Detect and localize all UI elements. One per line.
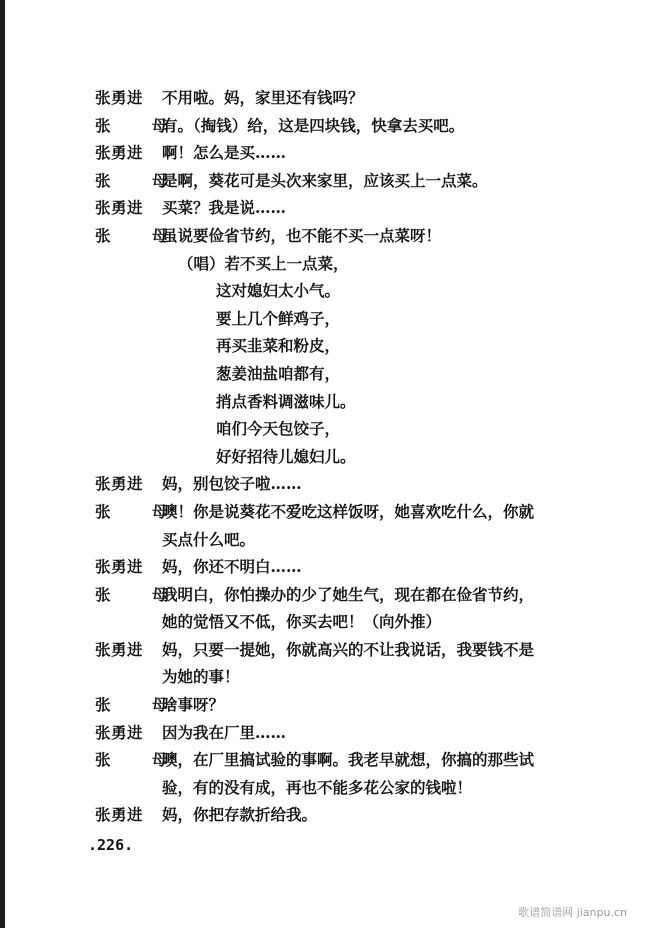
dialogue-line	[0, 719, 655, 747]
dialogue-text: 买点什么吧。	[162, 529, 256, 549]
song-text: 好好招待儿媳妇儿。	[216, 446, 356, 466]
dialogue-text: 是啊，葵花可是头次来家里，应该买上一点菜。	[162, 170, 488, 190]
speaker-name: 张 母	[95, 501, 181, 521]
dialogue-text: 啊！怎么是买……	[162, 143, 287, 163]
dialogue-continuation	[0, 526, 655, 554]
song-text: 捎点香料调滋味儿。	[216, 391, 356, 411]
dialogue-continuation	[0, 663, 655, 691]
dialogue-line	[0, 84, 655, 112]
dialogue-line	[0, 470, 655, 498]
song-text: 要上几个鲜鸡子，	[216, 308, 341, 328]
dialogue-line	[0, 801, 655, 829]
page-number: .226.	[88, 836, 134, 854]
speaker-name: 张勇进	[95, 143, 144, 163]
speaker-name: 张 母	[95, 225, 181, 245]
song-line	[0, 250, 655, 278]
speaker-name: 张勇进	[95, 557, 144, 577]
dialogue-text: 验，有的没有成，再也不能多花公家的钱啦！	[162, 777, 473, 797]
dialogue-continuation	[0, 608, 655, 636]
dialogue-continuation	[0, 774, 655, 802]
dialogue-line	[0, 222, 655, 250]
dialogue-line	[0, 691, 655, 719]
dialogue-line	[0, 636, 655, 664]
script-body	[0, 84, 655, 829]
speaker-name: 张 母	[95, 170, 181, 190]
dialogue-line	[0, 139, 655, 167]
dialogue-text: 妈，你还不明白……	[162, 557, 302, 577]
dialogue-line	[0, 553, 655, 581]
dialogue-text: 虽说要俭省节约，也不能不买一点菜呀！	[162, 225, 442, 245]
dialogue-text: 她的觉悟又不低，你买去吧！（向外推）	[162, 612, 442, 632]
song-line	[0, 415, 655, 443]
song-line	[0, 332, 655, 360]
song-line	[0, 443, 655, 471]
speaker-name: 张 母	[95, 584, 181, 604]
speaker-name: 张勇进	[95, 639, 144, 659]
song-text: （唱）若不买上一点菜，	[178, 253, 349, 273]
song-text: 咱们今天包饺子，	[216, 419, 341, 439]
dialogue-text: 啥事呀？	[162, 695, 225, 715]
dialogue-text: 因为我在厂里……	[162, 722, 287, 742]
speaker-name: 张勇进	[95, 88, 144, 107]
dialogue-text: 妈，只要一提她，你就高兴的不让我说话，我要钱不是	[162, 639, 535, 659]
watermark: 歌谱简谱网 jianpu.cn	[518, 906, 627, 919]
speaker-name: 张 母	[95, 695, 181, 715]
speaker-name: 张 母	[95, 115, 181, 135]
dialogue-text: 妈，别包饺子啦……	[162, 474, 302, 494]
dialogue-line	[0, 581, 655, 609]
dialogue-text: 为她的事！	[162, 667, 240, 687]
song-text: 再买韭菜和粉皮，	[216, 336, 341, 356]
dialogue-text: 妈，你把存款折给我。	[162, 805, 318, 825]
dialogue-line	[0, 746, 655, 774]
dialogue-text: 买菜？我是说……	[162, 198, 287, 218]
speaker-name: 张勇进	[95, 722, 144, 742]
song-line	[0, 305, 655, 333]
dialogue-line	[0, 112, 655, 140]
dialogue-text: 噢，在厂里搞试验的事啊。我老早就想，你搞的那些试	[162, 750, 535, 770]
song-line	[0, 277, 655, 305]
dialogue-line	[0, 194, 655, 222]
dialogue-text: 噢！你是说葵花不爱吃这样饭呀，她喜欢吃什么，你就	[162, 501, 535, 521]
speaker-name: 张勇进	[95, 805, 144, 825]
dialogue-text: 有。（掏钱）给，这是四块钱，快拿去买吧。	[162, 115, 465, 135]
dialogue-line	[0, 498, 655, 526]
song-line	[0, 388, 655, 416]
song-text: 葱姜油盐咱都有，	[216, 363, 341, 383]
dialogue-text: 不用啦。妈，家里还有钱吗？	[162, 88, 364, 107]
speaker-name: 张 母	[95, 750, 181, 770]
speaker-name: 张勇进	[95, 474, 144, 494]
song-text: 这对媳妇太小气。	[216, 281, 341, 301]
dialogue-text: 我明白，你怕操办的少了她生气，现在都在俭省节约，	[162, 584, 535, 604]
song-line	[0, 360, 655, 388]
dialogue-line	[0, 167, 655, 195]
speaker-name: 张勇进	[95, 198, 144, 218]
